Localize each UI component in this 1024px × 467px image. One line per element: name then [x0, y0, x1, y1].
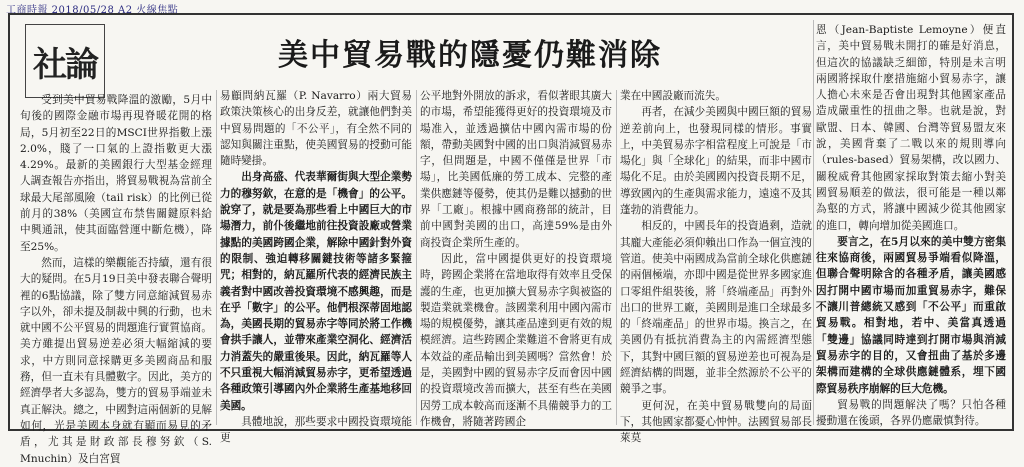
- paragraph: 然而，這樣的樂觀能否持續，還有很大的疑問。在5月19日美中發表聯合聲明裡的6點協議，除了雙方同意縮減貿易赤字以外，卻未提及制裁中興的行動，也未就中國不公平貿易的問題進行實質協商。美方雖提出貿易逆差必須大幅縮減的要求，中方則同意採購更多美國商品和服務，但一直未有具體數字。因此，美方的經濟學者大多認為，雙方的貿易爭端並未真正解決。總之，中國對這兩個新的見解如何，光是美國本身就有顯而易見的矛盾，尤其是財政部長穆努欽（S. Mnuchin）及白宮貿: [20, 256, 212, 465]
- paragraph: 貿易戰的問題解決了嗎？只怕各種擾動還在後頭，各界仍應嚴慎對待。: [816, 398, 1006, 428]
- column-5: [816, 22, 1006, 428]
- paragraph: 具體地說，那些要求中國投資環境能更: [220, 415, 412, 445]
- column-3: [420, 88, 612, 428]
- column-1: [20, 92, 212, 465]
- paragraph: 相反的，中國長年的投資過剩，造就其龐大產能必須仰賴出口作為一個宣洩的管道。使美中兩國成為當前全球化供應鏈的兩個極端，亦即中國是從世界多國家進口零組件組裝後，將「終端產品」再對外出口的世界工廠，美國則是進口全球最多的「終端產品」的世界市場。換言之，在美國仍有抵抗消費為主的內需經濟型態下，其對中國巨額的貿易逆差也可視為是經濟結構的問題，並非全然源於不公平的競爭之事。: [620, 220, 812, 396]
- editorial-seal: 社論: [25, 24, 105, 98]
- paragraph: 要言之，在5月以來的美中雙方密集往來協商後，兩國貿易爭端看似降溫，但聯合聲明除含的各種矛盾，讓美國感因打開中國市場而加重貿易赤字，難保不讓川普總統又感到「不公平」而重啟貿易戰。相對地，若中、美當真透過「雙邊」協議同時達到打開市場與消減貿易赤字的目的，又會扭曲了基於多邊架構而建構的全球供應鏈體系，埋下國際貿易秩序崩解的巨大危機。: [816, 235, 1006, 395]
- paragraph: 公平地對外開放的訴求，看似著眼其廣大的市場，希望能獲得更好的投資環境及市場准入，並透過擴估中國內需市場的份額，帶動美國對中國的出口與消減貿易赤字，但問題是，中國不僅僅是世界「市場」，比美國低廉的勞工成本、完整的產業供應鏈等優勢，使其仍是難以撼動的世界「工廠」。根據中國商務部的統計，目前中國對美國的出口，高達59%是由外商投資企業所生產的。: [420, 90, 612, 249]
- paragraph: 業在中國設廠而流失。: [620, 90, 726, 102]
- headline: 美中貿易戰的隱憂仍難消除: [278, 38, 662, 73]
- paragraph: 恩（Jean-Baptiste Lemoyne）便直言，美中貿易戰未開打的確是好消息，但這次的協議缺乏細節，特別是未言明兩國將採取什麼措施縮小貿易赤字，讓人擔心未來是否會出現對其他國家產品造成嚴重性的扭曲之舉。也就是說，對歐盟、日本、韓國、台灣等貿易盟友來說，美國背棄了二戰以來的規則導向（rules-based）貿易架構，改以國力、關稅威脅其他國家採取對策去縮小對美國貿易順差的做法，很可能是一種以鄰為壑的方式，將讓中國減少從其他國家的進口，轉向增加從美國進口。: [816, 24, 1006, 232]
- paragraph: 再者，在減少美國與中國巨額的貿易逆差前向上，也發現同樣的情形。事實上，中美貿易赤字相當程度上可說是「市場化」與「全球化」的結果，而非中國市場化不足。由於美國國內投資長期不足，導致國內的生產與需求能力，遠遠不及其蓬勃的消費能力。: [620, 106, 812, 217]
- paragraph: 出身高盛、代表華爾街與大型企業勢力的穆努欽，在意的是「機會」的公平。說穿了，就是要為那些看上中國巨大的市場潛力，前仆後繼地前往投資設廠或營業據點的美國跨國企業，解除中國針對外資的限制、強迫轉移關鍵技術等諸多緊箍咒；相對的，納瓦羅所代表的經濟民族主義者對中國改善投資環境不感興趣，而是在乎「數字」的公平。他們根深蒂固地認為，美國長期的貿易赤字等同於將工作機會拱手讓人，並帶來產業空洞化、經濟活力消蓋失的嚴重後果。因此，納瓦羅等人不只重視大幅消減貿易赤字，更希望透過各種政策引導國內外企業將生產基地移回美國。: [220, 171, 412, 412]
- column-2: [220, 88, 412, 445]
- paragraph: 受到美中貿易戰降溫的激勵，5月中旬後的國際金融市場再現脊暖花開的格局，5月初至22日的MSCI世界指數上漲2.0%，賤了一口氣的上證指數更大漲4.29%。最新的美國銀行大型基金經理人調查報告亦指出，將貿易戰視為當前全球最大尾部風險（tail risk）的比例已從前月的38%（美國宣布禁售關鍵原料給中興通訊，使其面臨營運中斷危機），降至25%。: [20, 94, 212, 253]
- column-4: [620, 88, 812, 445]
- masthead: 工商時報 2018/05/28 A2 火線焦點: [6, 5, 179, 16]
- paragraph: 因此，當中國提供更好的投資環境時，跨國企業將在當地取得有效率且受保護的生產，也更加擴大貿易赤字與被盜的製造業就業機會。該國業利用中國內需市場的規模優勢，讓其產品達到更有效的規模經濟。這些跨國企業難道不會將更有成本效益的產品輸出到美國嗎？當然會！於是，美國對中國的貿易赤字反而會因中國的投資環境改善而擴大，甚至有些在美國因勞工成本較高而逐漸不具備競爭力的工作機會，將隨著跨國企: [420, 252, 612, 428]
- paragraph: 易顧問納瓦羅（P. Navarro）兩大貿易政策決策核心的出身反差，就讓他們對美中貿易問題的「不公平」，有全然不同的認知與關注重點，使美國貿易的授動可能隨時變掛。: [220, 90, 412, 168]
- paragraph: 更何況，在美中貿易戰雙向的局面下，其他國家都憂心忡忡。法國貿易部長萊莫: [620, 399, 812, 445]
